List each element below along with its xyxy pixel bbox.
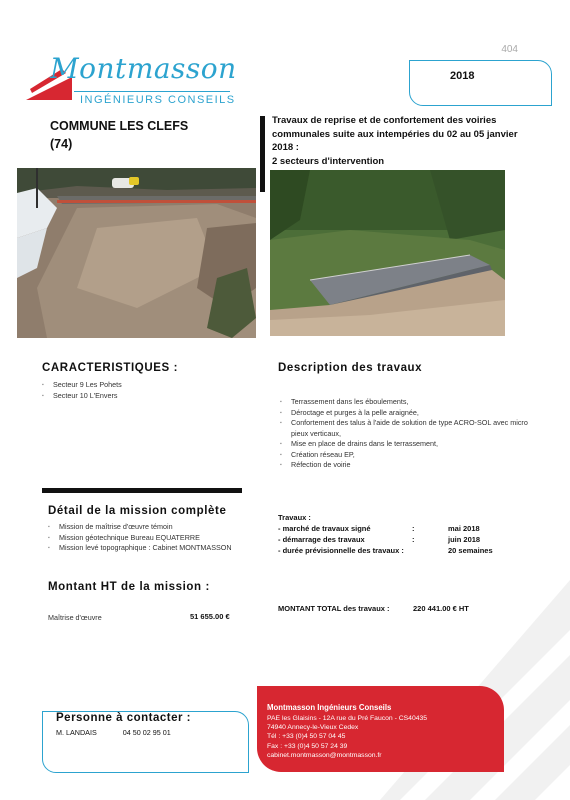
mission-list [48,522,232,554]
year-label: 2018 [450,70,475,82]
commune-name: COMMUNE LES CLEFS [50,119,189,133]
logo-subtitle: INGÉNIEURS CONSEILS [80,94,236,106]
list-item: ▪ Mise en place de drains dans le terrassement, [280,439,540,450]
landslide-photo [17,168,256,338]
description-title: Description des travaux [278,362,423,374]
logo-wordmark: Montmasson [50,52,237,85]
description-list [280,397,540,471]
logo-underline [74,91,230,92]
list-item: ▪ Mission levé topographique : Cabinet MONTMASSON [48,543,232,554]
amount-label: Maîtrise d'œuvre [48,613,102,622]
list-item: ▪ Création réseau EP, [280,450,540,461]
year-box [409,60,552,106]
project-title: Travaux de reprise et de confortement des voiries communales suite aux intempéries du 02 au 05 janvier 2018 : 2 secteurs d'intervention [272,115,518,167]
works-row: - durée prévisionnelle des travaux : [278,546,404,555]
works-row: - marché de travaux signé [278,524,371,533]
company-name: Montmasson Ingénieurs Conseils [267,703,392,712]
list-item: ▪ Mission géotechnique Bureau EQUATERRE [48,533,232,544]
contact-phone[interactable]: 04 50 02 95 01 [122,728,171,737]
mission-title: Détail de la mission complète [48,505,227,517]
list-item: ▪ Secteur 10 L'Envers [42,391,122,402]
list-item: ▪ Secteur 9 Les Pohets [42,380,122,391]
company-address: PAE les Glaisins - 12A rue du Pré Faucon - CS40435 74940 Annecy-le-Vieux Cedex Tél : +33 (0)4 50 57 04 45 Fax : +33 (0)4 50 57 24 39 cabinet.montmasson@montmasson.fr [267,715,428,759]
contact-title: Personne à contacter : [56,712,191,724]
section-divider [42,488,242,493]
list-item: ▪ Terrassement dans les éboulements, [280,397,540,408]
total-label: MONTANT TOTAL des travaux : [278,604,390,613]
list-item: ▪ Réfection de voirie [280,460,540,471]
works-row: - démarrage des travaux [278,535,365,544]
contact-name: M. LANDAIS [56,728,97,737]
commune-title [50,117,188,153]
company-phone[interactable]: Tél : +33 (0)4 50 57 04 45 [267,733,346,741]
characteristics-list [42,380,122,401]
contact-line [56,728,171,737]
retaining-wall-photo [270,170,505,336]
amount-title: Montant HT de la mission : [48,581,210,593]
works-label: Travaux : [278,513,311,522]
amount-value: 51 655.00 € [190,612,230,621]
list-item: ▪ Mission de maîtrise d'œuvre témoin [48,522,232,533]
commune-department: (74) [50,137,73,151]
page-number: 404 [501,44,518,55]
list-item: ▪ Confortement des talus à l'aide de solution de type ACRO-SOL avec micro pieux verticaux, [280,418,540,439]
characteristics-title: CARACTERISTIQUES : [42,362,179,374]
company-email[interactable]: cabinet.montmasson@montmasson.fr [267,751,382,759]
title-bar [260,116,265,192]
company-fax: Fax : +33 (0)4 50 57 24 39 [267,742,348,750]
list-item: ▪ Déroctage et purges à la pelle araignée, [280,408,540,419]
total-value: 220 441.00 € HT [413,604,469,613]
